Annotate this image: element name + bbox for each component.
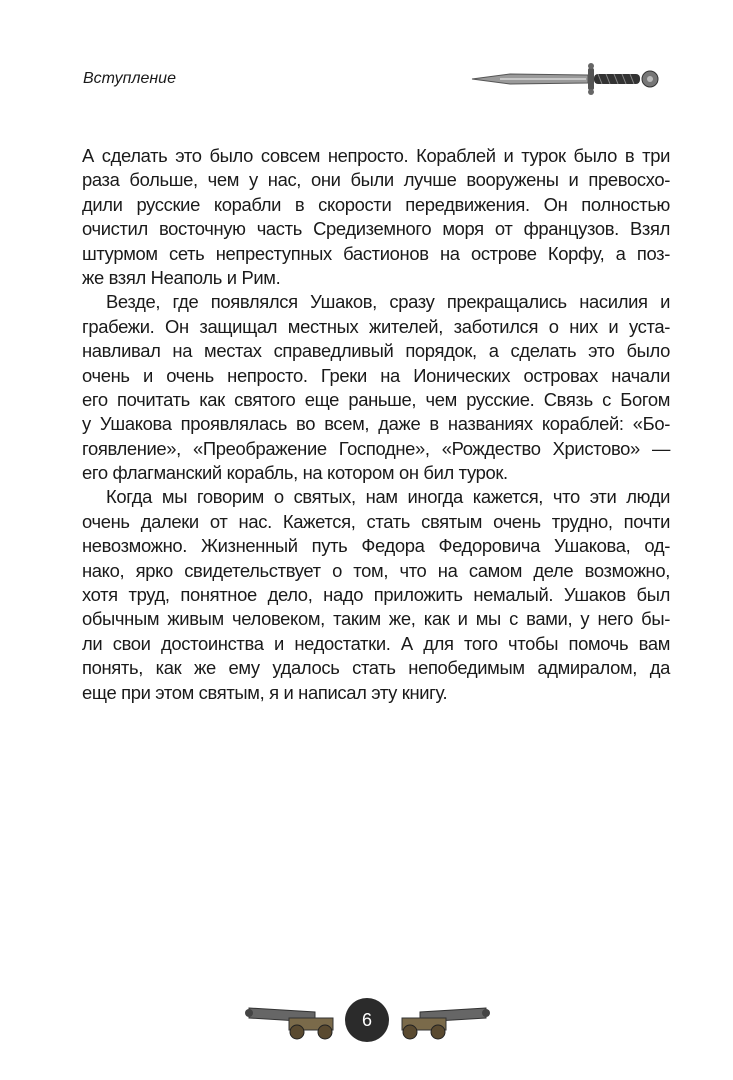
text-line: очистил восточную часть Средиземного моря от французов. Взял xyxy=(82,218,670,240)
text-line: гоявление», «Преображение Господне», «Рождество Христово» — xyxy=(82,437,670,459)
text-line: Когда мы говорим о святых, нам иногда кажется, что эти люди xyxy=(106,486,670,508)
text-line: его флагманский корабль, на котором он бил турок. xyxy=(82,462,508,484)
text-line: ли свои достоинства и недостатки. А для того чтобы помочь вам xyxy=(82,632,670,654)
text-line: нако, ярко свидетельствует о том, что на самом деле возможно, xyxy=(82,559,670,581)
running-header: Вступление xyxy=(83,70,176,87)
text-line: штурмом сеть непреступных бастионов на острове Корфу, а поз- xyxy=(82,242,670,264)
page-number: 6 xyxy=(345,998,389,1042)
text-line: у Ушакова проявлялась во всем, даже в названиях кораблей: «Бо- xyxy=(82,413,670,435)
text-line: навливал на местах справедливый порядок, а сделать это было xyxy=(82,340,670,362)
text-line: понять, как же ему удалось стать непобедимым адмиралом, да xyxy=(82,657,670,679)
text-line: очень далеки от нас. Кажется, стать святым очень трудно, почти xyxy=(82,510,670,532)
text-line: невозможно. Жизненный путь Федора Федоровича Ушакова, од- xyxy=(82,535,670,557)
paragraph xyxy=(82,290,670,485)
text-line: хотя труд, понятное дело, надо приложить немалый. Ушаков был xyxy=(82,584,670,606)
paragraph xyxy=(82,485,670,705)
body-text xyxy=(82,144,670,705)
cannon-icon xyxy=(245,998,337,1042)
text-line: его почитать как святого еще раньше, чем русские. Связь с Богом xyxy=(82,388,670,410)
text-line: А сделать это было совсем непросто. Кораблей и турок было в три xyxy=(82,145,670,166)
text-line: еще при этом святым, я и написал эту книгу. xyxy=(82,681,448,703)
page-footer xyxy=(0,990,733,1050)
cannon-icon xyxy=(398,998,490,1042)
dagger-icon xyxy=(470,62,670,96)
text-line: грабежи. Он защищал местных жителей, заботился о них и уста- xyxy=(82,315,670,337)
text-line: же взял Неаполь и Рим. xyxy=(82,266,281,288)
text-line: обычным живым человеком, таким же, как и мы с вами, у него бы- xyxy=(82,608,670,630)
text-line: Везде, где появлялся Ушаков, сразу прекращались насилия и xyxy=(106,291,670,313)
text-line: дили русские корабли в скорости передвижения. Он полностью xyxy=(82,193,670,215)
text-line: раза больше, чем у нас, они были лучше вооружены и превосхо- xyxy=(82,169,670,191)
paragraph xyxy=(82,144,670,290)
text-line: очень и очень непросто. Греки на Ионических островах начали xyxy=(82,364,670,386)
